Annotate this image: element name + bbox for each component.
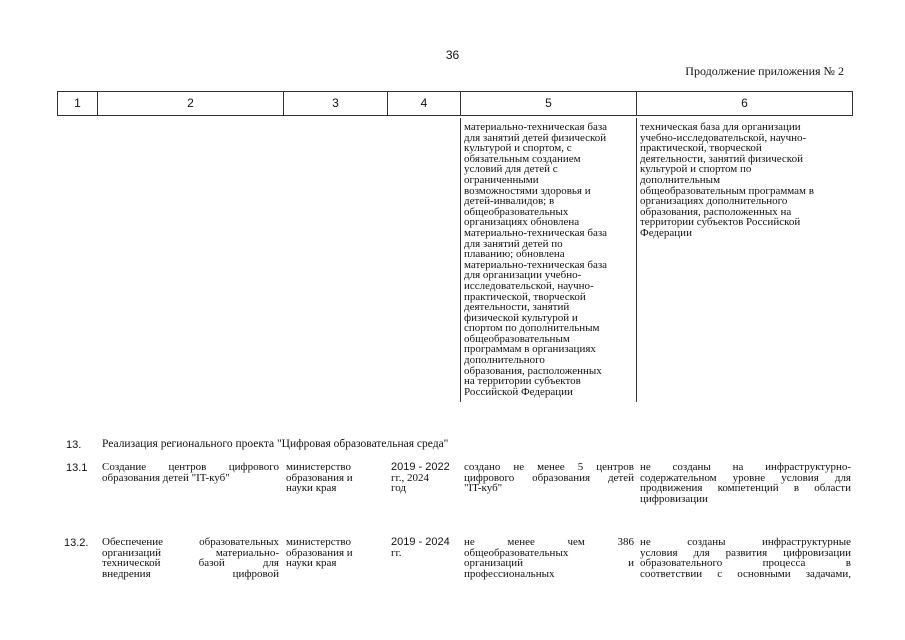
row-13-2-executor [286,537,384,569]
text-line: не созданы инфраструктурные [640,536,851,548]
text-line: организациях обновлена [464,216,580,229]
text-line: спортом по дополнительным [464,322,600,335]
text-line: образования детей "IT-куб" [102,471,230,484]
text-line: общеобразовательным программам в [640,184,814,197]
text-line: образования, расположенных [464,364,602,377]
text-line: для занятий детей по [464,237,563,250]
text-line: общеобразовательных [464,205,569,218]
row-13-2-period [391,537,457,558]
text-line: материально-техническая база [464,258,608,271]
text-line: материально-техническая база [464,121,608,133]
text-line: культурой и спортом, с [464,142,572,155]
text-line: Российской Федерации [464,385,573,398]
page-number: 36 [445,48,460,62]
row-13-1-executor [286,462,384,494]
row-13-1-activity [102,462,279,483]
text-line: программам в организациях [464,343,596,356]
text-line: организаций материально- [102,546,279,559]
text-line: не созданы на инфраструктурно- [640,461,851,473]
column-divider-5-6 [636,118,637,402]
text-line: содержательном уровне условия для [640,471,851,484]
text-line: образовательного процесса в [640,557,851,570]
text-line: организаций и [464,557,634,570]
text-line: возможностями здоровья и [464,184,591,197]
text-line: дополнительного [464,354,545,367]
appendix-continuation-label: Продолжение приложения № 2 [685,64,844,78]
table-header-col-6: 6 [741,96,748,110]
text-line: обязательным созданием [464,152,581,165]
text-line: ограниченными [464,173,539,186]
table-header-col-5: 5 [461,92,637,115]
text-line: внедрения цифровой [102,567,279,580]
text-line: деятельности, занятий [464,301,570,314]
text-line: цифрового образования детей [464,471,634,484]
text-line: Обеспечение образовательных [102,536,279,548]
text-line: министерство [286,536,352,548]
text-line: продвижения компетенций в области [640,482,851,495]
row-13-2-result [464,537,634,579]
table-header-col-2: 2 [98,92,284,115]
text-line: практической, творческой [464,290,586,303]
text-line: материально-техническая база [464,226,608,239]
text-line: деятельности, занятий физической [640,152,803,165]
text-line: организациях дополнительного [640,195,788,208]
text-line: цифровизации [640,492,708,505]
row-13-1-period [391,462,457,494]
continuation-col6-text [640,122,852,239]
text-line: физической культурой и [464,311,578,324]
text-line: условий для детей с [464,163,558,176]
text-line: исследовательской, научно- [464,279,594,292]
text-line: гг., 2024 [391,471,430,484]
text-line: "IT-куб" [464,482,503,495]
column-divider-4-5 [460,118,461,402]
text-line: министерство [286,461,352,473]
text-line: дополнительным [640,173,721,186]
table-header-col-3: 3 [284,92,388,115]
text-line: соответствии с основными задачами, [640,567,851,580]
text-line: профессиональных [464,567,555,580]
text-line: 2019 - 2022 [391,461,450,473]
text-line: детей-инвалидов; в [464,195,555,208]
text-line: территории субъектов Российской [640,216,801,229]
row-13-2-activity [102,537,279,579]
text-line: на территории субъектов [464,375,581,388]
text-line: плаванию; обновлена [464,248,565,261]
row-13-1-result [464,462,634,494]
row-13-1-consequence [640,462,851,504]
text-line: для организации учебно- [464,269,582,282]
text-line: Федерации [640,226,692,239]
table-header-col-4: 4 [388,92,461,115]
section-title: Реализация регионального проекта "Цифровая образовательная среда" [102,438,449,450]
text-line: техническая база для организации [640,121,801,133]
text-line: технической базой для [102,557,279,570]
text-line: создано не менее 5 центров [464,461,634,473]
text-line: 2019 - 2024 [391,536,450,548]
text-line: для занятий детей физической [464,131,607,144]
table-header-col-1: 1 [58,92,98,115]
text-line: Создание центров цифрового [102,461,279,473]
text-line: год [391,482,407,495]
text-line: условия для развития цифровизации [640,546,851,559]
text-line: гг. [391,546,402,559]
text-line: культурой и спортом по [640,163,752,176]
text-line: общеобразовательным [464,332,570,345]
text-line: науки края [286,557,337,570]
row-number: 13.2. [64,537,89,549]
text-line: не менее чем 386 [464,536,634,548]
text-line: образования и [286,471,353,484]
row-13-2-consequence [640,537,851,579]
section-number: 13. [66,439,82,451]
text-line: образования и [286,546,353,559]
row-number: 13.1 [66,462,88,474]
text-line: практической, творческой [640,142,762,155]
text-line: учебно-исследовательской, научно- [640,131,807,144]
table-header-row [57,91,853,116]
text-line: науки края [286,482,337,495]
text-line: образования, расположенных на [640,205,792,218]
text-line: общеобразовательных [464,546,569,559]
continuation-col5-text [464,122,634,397]
